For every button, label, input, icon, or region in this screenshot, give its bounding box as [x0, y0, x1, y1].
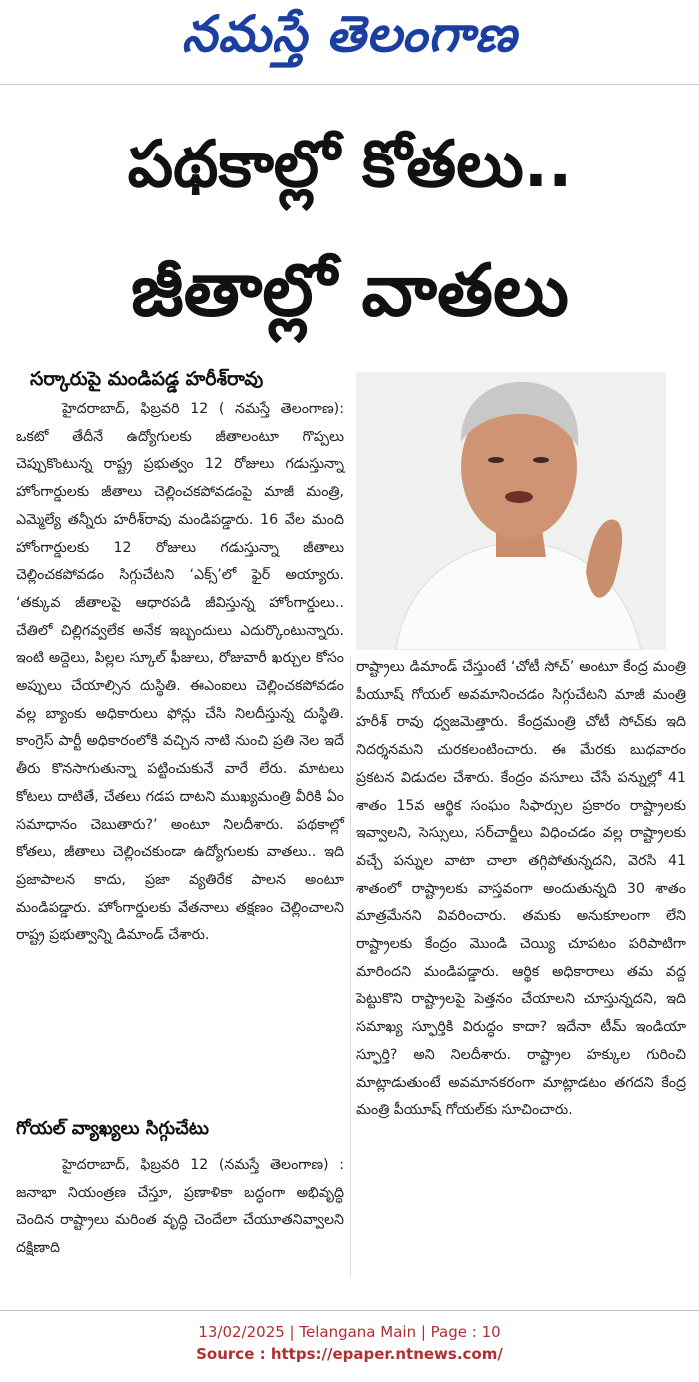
story1-subhead: సర్కారుపై మండిపడ్డ హరీశ్‌రావు	[30, 368, 264, 390]
masthead-divider	[0, 84, 699, 107]
harish-rao-photo	[356, 372, 666, 650]
footer-date-edition: 13/02/2025 | Telangana Main | Page : 10	[198, 1323, 501, 1341]
story2-body-left	[16, 1152, 344, 1263]
person-photo-icon	[356, 372, 666, 650]
footer-source-link[interactable]: Source : https://epaper.ntnews.com/	[196, 1345, 503, 1363]
story2-paragraph-right: రాష్ట్రాలు డిమాండ్ చేస్తుంటే ‘చోటీ సోచ్’ అంటూ కేంద్ర మంత్రి పీయూష్ గోయల్ అవమానించడం సిగ్గుచేటని మాజీ మంత్రి హరీశ్ రావు ధ్వజమెత్తారు. కేంద్రమంత్రి చోటీ సోచ్‌కు ఇది నిదర్శనమని చురకలంటించారు. ఈ మేరకు బుధవారం ప్రకటన విడుదల చేశారు. కేంద్రం వసూలు చేసే పన్నుల్లో 41 శాతం 15వ ఆర్థిక సంఘం సిఫార్సుల ప్రకారం రాష్ట్రాలకు ఇవ్వాలని, సెస్సులు, సర్‌చార్జీలు విధించడం వల్ల రాష్ట్రాలకు వచ్చే పన్నుల వాటా చాలా తగ్గిపోతున్నదని, వెరసి 41 శాతంలో రాష్ట్రాలకు వాస్తవంగా అందుతున్నది 30 శాతం మాత్రమేనని వివరించారు. తమకు అనుకూలంగా లేని రాష్ట్రాలకు కేంద్రం మొండి చెయ్యి చూపటం పరిపాటిగా మారిందని మండిపడ్డారు. ఆర్థిక అధికారాలు తమ వద్ద పెట్టుకొని రాష్ట్రాలపై పెత్తనం చేయాలని చూస్తున్నదని, ఇది సమాఖ్య స్ఫూర్తికి విరుద్ధం కాదా? ఇదేనా టీమ్ ఇండియా స్ఫూర్తి? అని నిలదీశారు. రాష్ట్రాల హక్కుల గురించి మాట్లాడుతుంటే అవమానకరంగా మాట్లాడటం తగదని కేంద్ర మంత్రి పీయూష్ గోయల్‌కు సూచించారు.	[356, 659, 686, 1119]
masthead-title: నమస్తే తెలంగాణ	[181, 4, 518, 63]
story1-body	[16, 396, 344, 950]
story1-paragraph: హైదరాబాద్, ఫిబ్రవరి 12 ( నమస్తే తెలంగాణ): ఒకటో తేదీనే ఉద్యోగులకు జీతాలంటూ గొప్పలు చెప్పుకొంటున్న రాష్ట్ర ప్రభుత్వం 12 రోజులు గడుస్తున్నా హోంగార్డులకు జీతాలు చెల్లించకపోవడంపై మాజీ మంత్రి, ఎమ్మెల్యే తన్నీరు హరీశ్‌రావు మండిపడ్డారు. 16 వేల మంది హోంగార్డులకు 12 రోజులు గడుస్తున్నా జీతాలు చెల్లించకపోవడం సిగ్గుచేటని ‘ఎక్స్’లో ఫైర్ అయ్యారు. ‘తక్కువ జీతాలపై ఆధారపడి జీవిస్తున్న హోంగార్డులు.. చేతిలో చిల్లిగవ్వలేక అనేక ఇబ్బందులు ఎదుర్కొంటున్నారు. ఇంటి అద్దెలు, పిల్లల స్కూల్ ఫీజులు, రోజువారీ ఖర్చుల కోసం అప్పులు చేయాల్సిన దుస్థితి. ఈఎంఐలు చెల్లించకపోవడం వల్ల బ్యాంకు అధికారులు ఫోన్లు చేసి నిలదీస్తున్న దుస్థితి. కాంగ్రెస్ పార్టీ అధికారంలోకి వచ్చిన నాటి నుంచి ప్రతి నెల ఇదే తీరు కొనసాగుతున్నా పట్టించుకునే వారే లేరు. మాటలు కోటలు దాటితే, చేతలు గడప దాటని ముఖ్యమంత్రి వీరికి ఏం సమాధానం చెబుతారు?’ అంటూ నిలదీశారు. పథకాల్లో కోతలు, జీతాలు చెల్లించకుండా ఉద్యోగులకు వాతలు.. ఇది ప్రజాపాలన కాదు, ప్రజా వ్యతిరేక పాలన అంటూ మండిపడ్డారు. హోంగార్డులకు వేతనాలు తక్షణం చెల్లించాలని రాష్ట్ర ప్రభుత్వాన్ని డిమాండ్ చేశారు.	[16, 401, 344, 944]
page-footer	[0, 1310, 699, 1371]
story2-subhead: గోయల్ వ్యాఖ్యలు సిగ్గుచేటు	[16, 1118, 209, 1139]
story2-body-right	[356, 654, 686, 1125]
column-divider	[350, 656, 351, 1276]
headline-line-2: జీతాల్లో వాతలు	[131, 248, 569, 332]
newspaper-masthead	[0, 0, 699, 80]
headline-line-1: పథకాల్లో కోతలు..	[127, 128, 573, 202]
story2-paragraph-left: హైదరాబాద్, ఫిబ్రవరి 12 (నమస్తే తెలంగాణ) : జనాభా నియంత్రణ చేస్తూ, ప్రణాళికా బద్ధంగా అభివృద్ధి చెందిన రాష్ట్రాలు మరింత వృద్ధి చెందేలా చేయూతనివ్వాలని దక్షిణాది	[16, 1157, 344, 1257]
